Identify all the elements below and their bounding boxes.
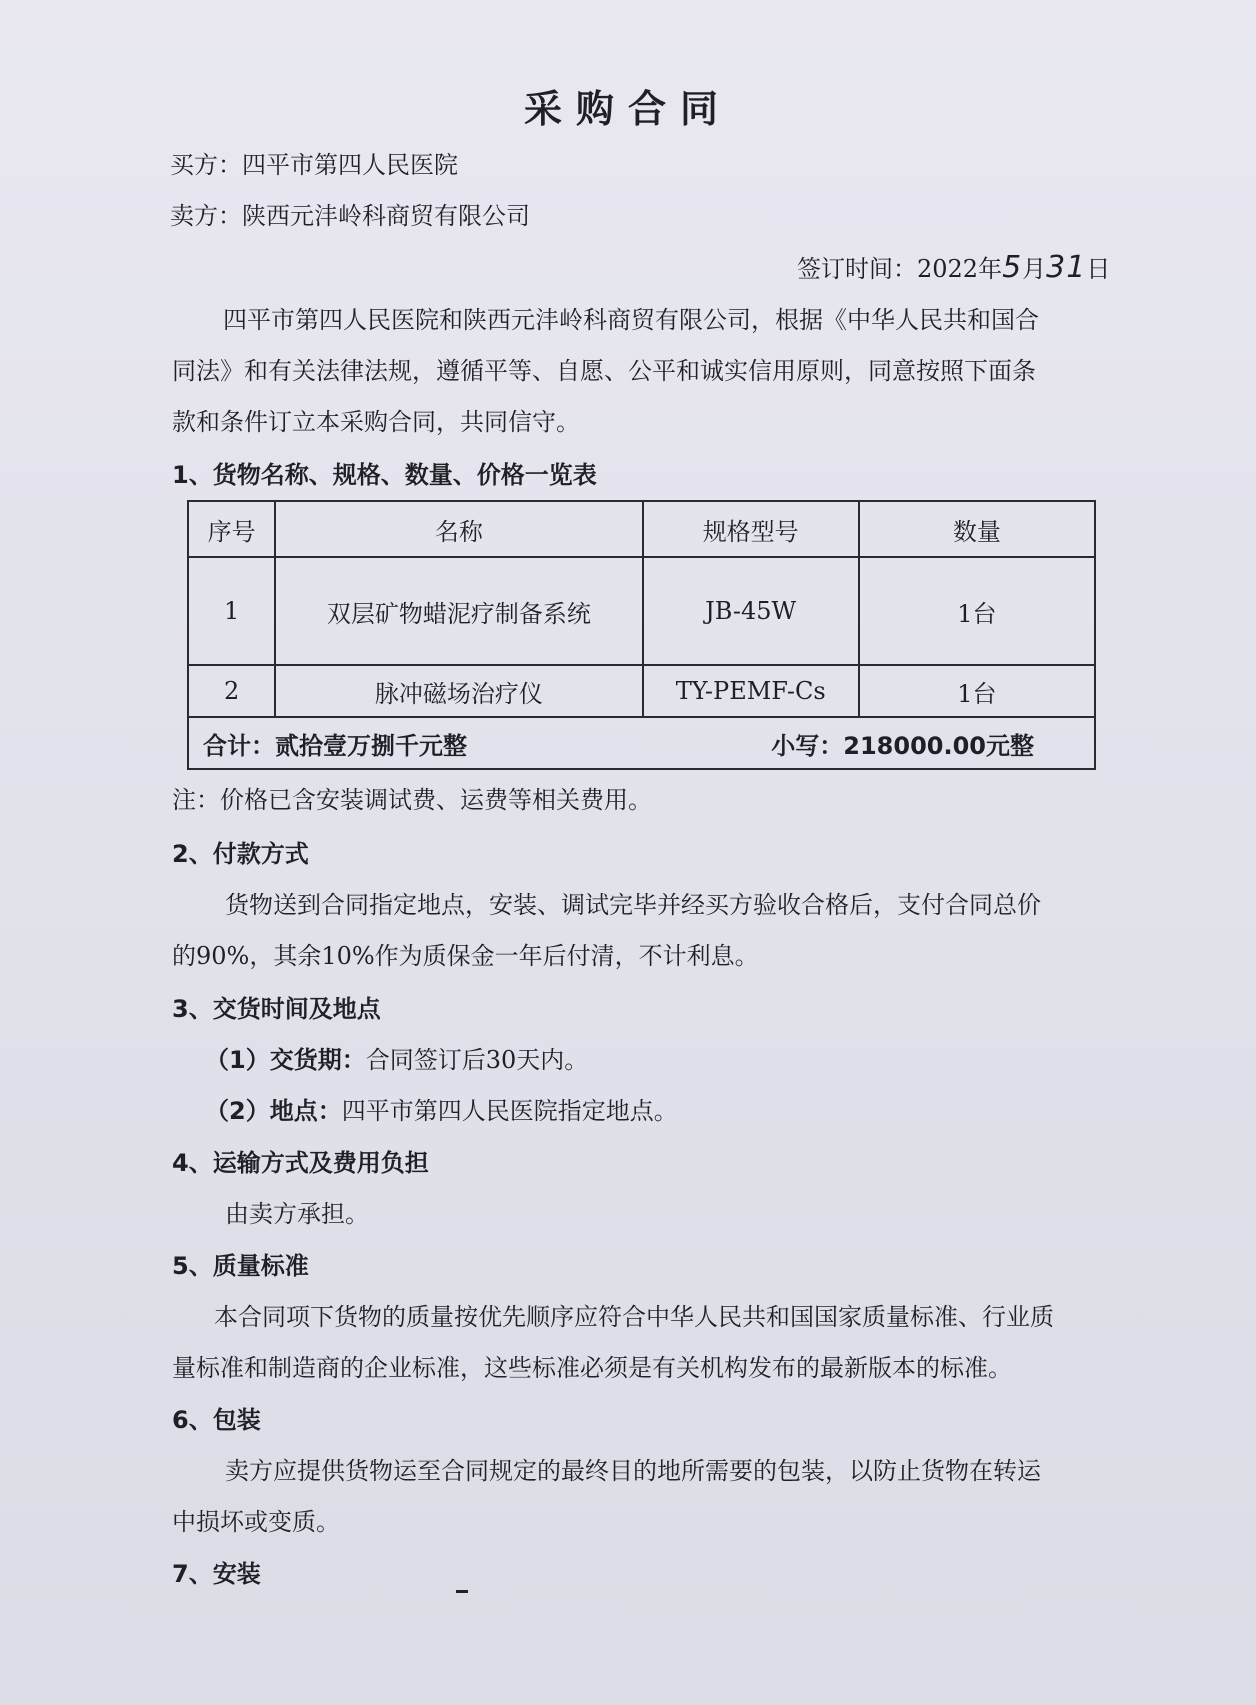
intro-line-3: 款和条件订立本采购合同，共同信守。 [172, 408, 580, 436]
signing-month-unit: 月 [1022, 255, 1047, 283]
section-7-heading: 7、安装 [172, 1560, 261, 1588]
header-index: 序号 [188, 501, 275, 557]
table-row [188, 557, 1095, 665]
row-1-model: JB-45W [643, 557, 859, 665]
quality-line-2: 量标准和制造商的企业标准，这些标准必须是有关机构发布的最新版本的标准。 [172, 1354, 1012, 1382]
signing-day-handwritten: 31 [1046, 250, 1087, 285]
section-6-heading: 6、包装 [172, 1406, 261, 1434]
seller-line: 卖方：陕西元沣岭科商贸有限公司 [170, 202, 530, 230]
delivery-time [205, 1035, 588, 1085]
packaging-line-2: 中损坏或变质。 [172, 1508, 340, 1536]
row-2-quantity: 1台 [859, 665, 1095, 717]
goods-table [187, 500, 1096, 770]
buyer-line: 买方：四平市第四人民医院 [170, 151, 458, 179]
transport-text: 由卖方承担。 [225, 1200, 369, 1228]
header-name: 名称 [275, 501, 642, 557]
signing-date-label: 签订时间：2022年 [797, 255, 1003, 283]
table-total-row [188, 717, 1095, 769]
quality-line-1: 本合同项下货物的质量按优先顺序应符合中华人民共和国国家质量标准、行业质 [214, 1303, 1054, 1331]
delivery-place [205, 1086, 678, 1136]
row-2-name: 脉冲磁场治疗仪 [275, 665, 642, 717]
packaging-line-1: 卖方应提供货物运至合同规定的最终目的地所需要的包装，以防止货物在转运 [225, 1457, 1041, 1485]
total-cell [188, 717, 1095, 769]
signing-month-handwritten: 5 [1002, 250, 1023, 285]
price-note: 注：价格已含安装调试费、运费等相关费用。 [172, 786, 652, 814]
signing-day-unit: 日 [1086, 255, 1111, 283]
total-in-words: 合计：贰拾壹万捌千元整 [203, 731, 467, 760]
table-row [188, 665, 1095, 717]
header-quantity: 数量 [859, 501, 1095, 557]
section-1-heading: 1、货物名称、规格、数量、价格一览表 [172, 461, 597, 489]
header-model: 规格型号 [643, 501, 859, 557]
row-2-index: 2 [188, 665, 275, 717]
delivery-place-text: 四平市第四人民医院指定地点。 [341, 1097, 678, 1125]
signing-date [797, 243, 1110, 294]
section-2-heading: 2、付款方式 [172, 840, 309, 868]
intro-line-1: 四平市第四人民医院和陕西元沣岭科商贸有限公司，根据《中华人民共和国合 [223, 306, 1039, 334]
delivery-time-label: （1）交货期： [205, 1046, 366, 1074]
delivery-place-label: （2）地点： [205, 1097, 342, 1125]
section-4-heading: 4、运输方式及费用负担 [172, 1149, 429, 1177]
payment-line-2: 的90%，其余10%作为质保金一年后付清，不计利息。 [172, 942, 759, 970]
document-title: 采购合同 [523, 87, 732, 131]
table-header-row [188, 501, 1095, 557]
intro-line-2: 同法》和有关法律法规，遵循平等、自愿、公平和诚实信用原则，同意按照下面条 [172, 357, 1036, 385]
row-1-index: 1 [188, 557, 275, 665]
delivery-time-text: 合同签订后30天内。 [365, 1046, 589, 1074]
row-2-model: TY-PEMF-Cs [643, 665, 859, 717]
section-3-heading: 3、交货时间及地点 [172, 995, 381, 1023]
payment-line-1: 货物送到合同指定地点，安装、调试完毕并经买方验收合格后，支付合同总价 [225, 891, 1041, 919]
section-5-heading: 5、质量标准 [172, 1252, 309, 1280]
total-in-figures: 小写：218000.00元整 [771, 731, 1034, 760]
page-number-dash [456, 1590, 468, 1593]
row-1-quantity: 1台 [859, 557, 1095, 665]
row-1-name: 双层矿物蜡泥疗制备系统 [275, 557, 642, 665]
